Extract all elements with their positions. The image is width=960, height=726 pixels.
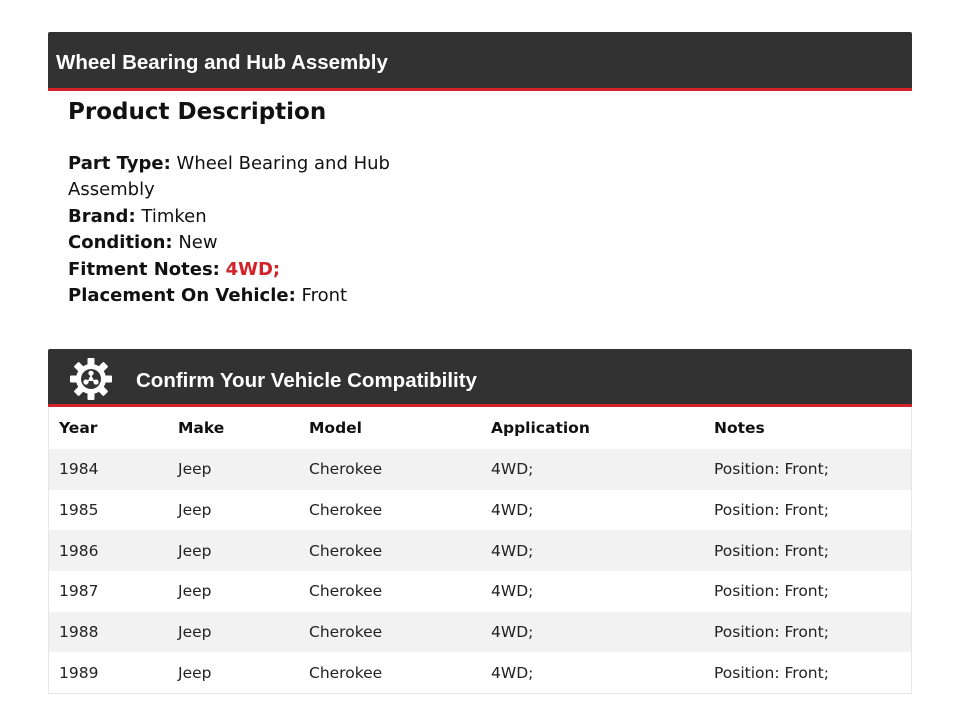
cell-model: Cherokee [299, 571, 481, 612]
cell-application: 4WD; [481, 612, 704, 653]
cell-notes: Position: Front; [704, 449, 912, 490]
product-title-bar [48, 32, 912, 91]
product-description-heading: Product Description [68, 99, 327, 125]
spec-condition [68, 230, 398, 256]
cell-year: 1985 [49, 490, 169, 531]
spec-label: Fitment Notes: [68, 258, 220, 280]
product-description-section [68, 96, 468, 309]
cell-year: 1988 [49, 612, 169, 653]
spec-fitment-notes [68, 257, 398, 283]
column-header-year: Year [49, 407, 169, 449]
cell-notes: Position: Front; [704, 571, 912, 612]
spec-list [68, 151, 398, 309]
cell-application: 4WD; [481, 652, 704, 693]
cell-notes: Position: Front; [704, 490, 912, 531]
cell-application: 4WD; [481, 530, 704, 571]
cell-application: 4WD; [481, 571, 704, 612]
cell-make: Jeep [168, 490, 299, 531]
product-title: Wheel Bearing and Hub Assembly [56, 51, 388, 74]
column-header-make: Make [168, 407, 299, 449]
table-row [49, 612, 912, 653]
cell-make: Jeep [168, 530, 299, 571]
column-header-application: Application [481, 407, 704, 449]
compatibility-title: Confirm Your Vehicle Compatibility [136, 369, 477, 392]
table-row [49, 449, 912, 490]
spec-value: New [178, 232, 218, 254]
cell-model: Cherokee [299, 530, 481, 571]
cell-model: Cherokee [299, 449, 481, 490]
spec-value: Wheel Bearing and Hub Assembly [68, 153, 390, 201]
column-header-model: Model [299, 407, 481, 449]
table-row [49, 652, 912, 693]
cell-notes: Position: Front; [704, 652, 912, 693]
cell-year: 1984 [49, 449, 169, 490]
cell-year: 1987 [49, 571, 169, 612]
spec-value: 4WD; [225, 258, 281, 280]
cell-make: Jeep [168, 612, 299, 653]
column-header-notes: Notes [704, 407, 912, 449]
table-header-row [49, 407, 912, 449]
spec-placement [68, 283, 398, 309]
cell-year: 1989 [49, 652, 169, 693]
compatibility-table [48, 407, 912, 694]
table-row [49, 530, 912, 571]
spec-value: Front [301, 285, 348, 307]
spec-label: Condition: [68, 232, 173, 254]
cell-year: 1986 [49, 530, 169, 571]
spec-part-type [68, 151, 398, 204]
cell-model: Cherokee [299, 652, 481, 693]
spec-brand [68, 204, 398, 230]
spec-label: Brand: [68, 205, 136, 227]
table-row [49, 490, 912, 531]
spec-value: Timken [141, 205, 207, 227]
cell-make: Jeep [168, 652, 299, 693]
cell-notes: Position: Front; [704, 612, 912, 653]
table-row [49, 571, 912, 612]
cell-notes: Position: Front; [704, 530, 912, 571]
cell-make: Jeep [168, 571, 299, 612]
spec-label: Placement On Vehicle: [68, 285, 296, 307]
compatibility-header-bar [48, 349, 912, 407]
cell-model: Cherokee [299, 490, 481, 531]
cell-application: 4WD; [481, 449, 704, 490]
gear-icon [69, 357, 113, 401]
cell-application: 4WD; [481, 490, 704, 531]
spec-label: Part Type: [68, 153, 171, 174]
cell-model: Cherokee [299, 612, 481, 653]
cell-make: Jeep [168, 449, 299, 490]
